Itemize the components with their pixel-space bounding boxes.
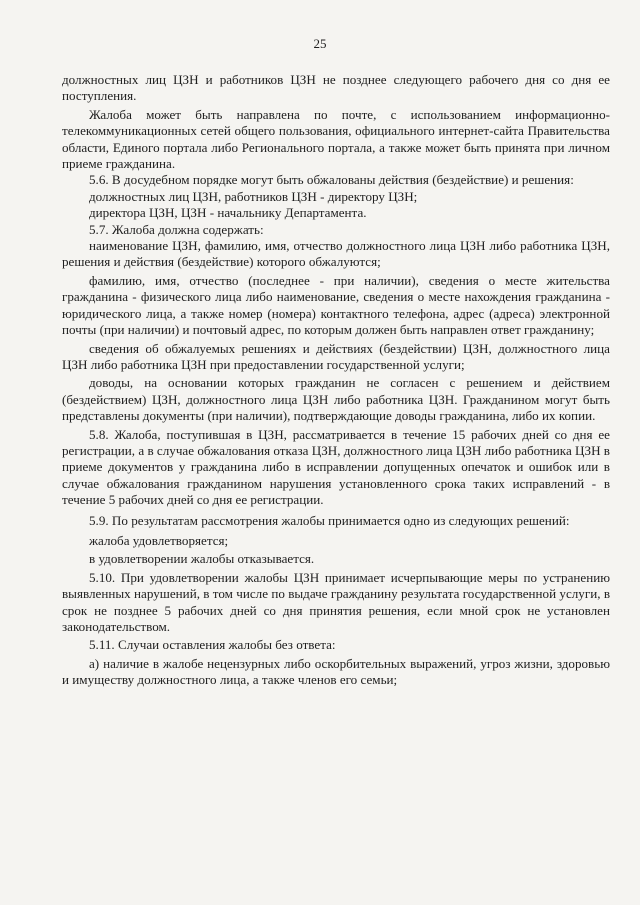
paragraph-5-11-heading: 5.11. Случаи оставления жалобы без ответа: <box>89 637 336 653</box>
paragraph-5-6-heading: 5.6. В досудебном порядке могут быть обжалованы действия (бездействие) и решения: <box>89 172 574 188</box>
paragraph-5-7-item-4: доводы, на основании которых гражданин не согласен с решением и действием (бездействием) ЦЗН, должностного лица ЦЗН либо работника ЦЗН. Гражданином могут быть представлены документы (при наличии), подтверждающие доводы гражданина, либо их копии. <box>62 375 610 424</box>
paragraph-5-7-heading: 5.7. Жалоба должна содержать: <box>89 221 264 237</box>
paragraph-5-8: 5.8. Жалоба, поступившая в ЦЗН, рассматривается в течение 15 рабочих дней со дня ее регистрации, а в случае обжалования отказа ЦЗН, должностного лица ЦЗН либо работника ЦЗН в приеме документов у гражданина либо в исправлении допущенных опечаток и ошибок или в случае обжалования гражданином нарушения установленного срока таких исправлений - в течение 5 рабочих дней со дня ее регистрации. <box>62 426 610 508</box>
paragraph-5-7-item-1: наименование ЦЗН, фамилию, имя, отчество должностного лица ЦЗН либо работника ЦЗН, решения и действия (бездействие) которого обжалуются; <box>62 238 610 270</box>
paragraph-continuation: должностных лиц ЦЗН и работников ЦЗН не позднее следующего рабочего дня со дня ее поступления. <box>62 72 610 104</box>
paragraph-complaint-channels: Жалоба может быть направлена по почте, с использованием информационно-телекоммуникационных сетей общего пользования, официального интернет-сайта Правительства области, Единого портала либо Регионального портала, а также может быть принята при личном приеме гражданина. <box>62 106 610 172</box>
paragraph-5-6-item-1: должностных лиц ЦЗН, работников ЦЗН - директору ЦЗН; <box>89 188 418 204</box>
page-number: 25 <box>313 36 327 51</box>
paragraph-5-9-item-2: в удовлетворении жалобы отказывается. <box>89 551 315 567</box>
paragraph-5-11-item-a: а) наличие в жалобе нецензурных либо оскорбительных выражений, угроз жизни, здоровью и имуществу должностного лица, а также членов его семьи; <box>62 655 610 688</box>
paragraph-5-6-item-2: директора ЦЗН, ЦЗН - начальнику Департамента. <box>89 205 367 221</box>
paragraph-5-9-heading: 5.9. По результатам рассмотрения жалобы принимается одно из следующих решений: <box>89 512 570 528</box>
paragraph-5-9-item-1: жалоба удовлетворяется; <box>89 532 229 548</box>
paragraph-5-10: 5.10. При удовлетворении жалобы ЦЗН принимает исчерпывающие меры по устранению выявленных нарушений, в том числе по выдаче гражданину результата государственной услуги, в срок не позднее 5 рабочих дней со дня принятия решения, если мной срок не установлен законодательством. <box>62 569 610 634</box>
paragraph-5-7-item-3: сведения об обжалуемых решениях и действиях (бездействии) ЦЗН, должностного лица ЦЗН либо работника ЦЗН при предоставлении государственной услуги; <box>62 340 610 372</box>
document-body <box>62 72 610 689</box>
paragraph-5-7-item-2: фамилию, имя, отчество (последнее - при наличии), сведения о месте жительства гражданина - физического лица либо наименование, сведения о месте нахождения гражданина - юридического лица, а также номер (номера) контактного телефона, адрес (адреса) электронной почты (при наличии) и почтовый адрес, по которым должен быть направлен ответ гражданину; <box>62 272 610 338</box>
